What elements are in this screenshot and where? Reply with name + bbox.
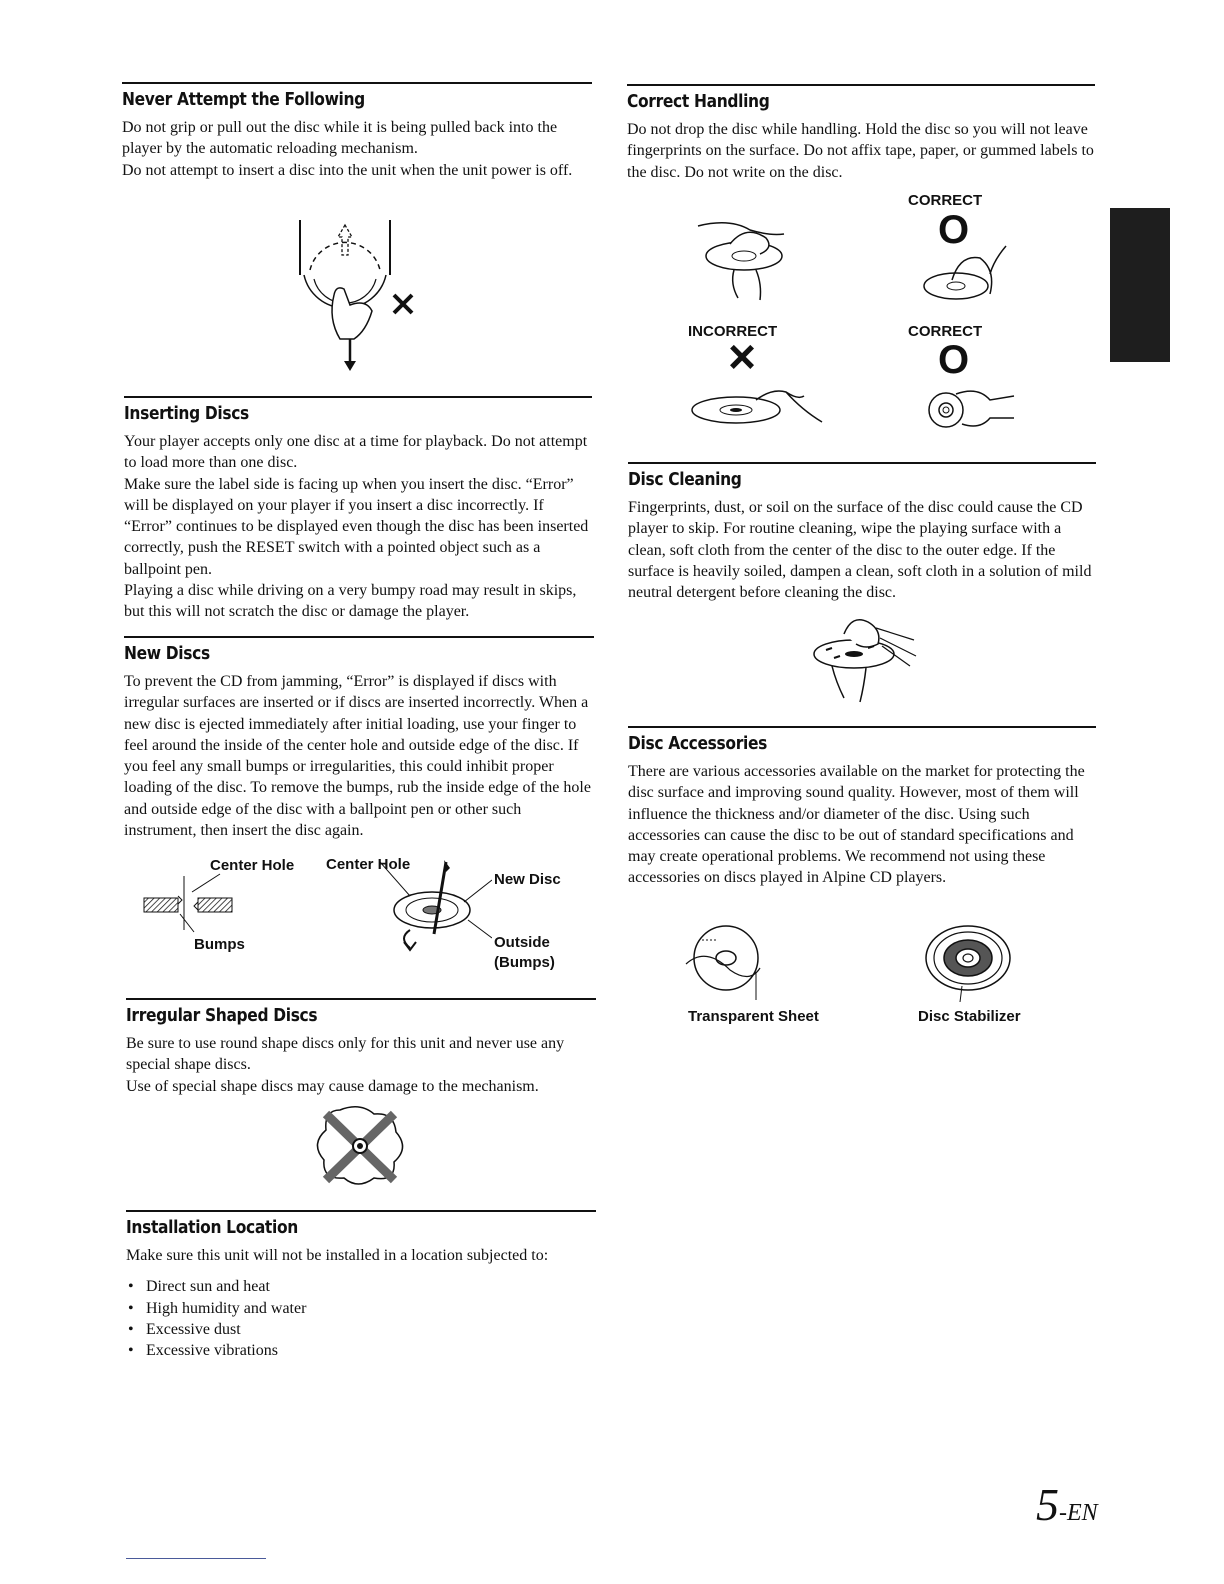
correct-mark: O: [938, 338, 970, 382]
irregular-disc-crossed-illustration: [312, 1104, 408, 1188]
label-disc-stabilizer: Disc Stabilizer: [918, 1008, 1021, 1025]
list-item: • High humidity and water: [126, 1298, 596, 1319]
label-correct: CORRECT: [908, 192, 983, 209]
label-new-disc: New Disc: [494, 871, 561, 888]
disc-stabilizer-illustration: [922, 924, 1018, 1004]
section-disc-cleaning: [628, 462, 1096, 603]
hand-holding-disc-illustration: [690, 214, 800, 308]
section-inserting-discs: [124, 396, 592, 623]
label-transparent-sheet: Transparent Sheet: [688, 1008, 819, 1025]
section-text: Your player accepts only one disc at a time for playback. Do not attempt to load more than one disc.: [124, 433, 588, 472]
section-installation-location: [126, 1210, 596, 1361]
section-text: Do not grip or pull out the disc while it is being pulled back into the player by the automatic reloading mechanism.: [122, 119, 558, 158]
hand-correct-edge-illustration: [910, 240, 1014, 306]
page-number: [1036, 1478, 1098, 1531]
section-text: Do not drop the disc while handling. Hold the disc so you will not leave fingerprints on the surface. Do not affix tape, paper, or gummed labels to the disc. Do not write on the disc.: [627, 121, 1094, 181]
section-rule: [627, 84, 1095, 86]
eject-warning-illustration: [290, 215, 430, 375]
section-text: Fingerprints, dust, or soil on the surface of the disc could cause the CD player to skip. For routine cleaning, wipe the playing surface with a clean, soft cloth from the center of the disc to the outer edge. If the surface is heavily soiled, dampen a clean, soft cloth in a solution of mild neutral detergent before cleaning the disc.: [628, 499, 1092, 602]
label-outside: Outside: [494, 934, 550, 951]
new-disc-pen-illustration: [380, 858, 492, 958]
section-title: New Discs: [124, 643, 210, 664]
hand-correct-edge-side-illustration: [926, 378, 1018, 440]
incorrect-mark: ×: [728, 331, 757, 384]
list-item: • Direct sun and heat: [126, 1276, 596, 1297]
cleaning-disc-illustration: [806, 610, 922, 706]
correct-mark: O: [938, 208, 970, 252]
section-disc-accessories: [628, 726, 1096, 889]
section-text: Be sure to use round shape discs only for this unit and never use any special shape discs.: [126, 1035, 565, 1074]
section-rule: [126, 1210, 596, 1212]
section-text: Make sure this unit will not be installed in a location subjected to:: [126, 1247, 549, 1264]
section-title: Irregular Shaped Discs: [126, 1005, 318, 1026]
label-bumps: Bumps: [194, 936, 245, 953]
section-irregular-shaped: [126, 998, 596, 1097]
transparent-sheet-illustration: [680, 924, 776, 1004]
section-title: Installation Location: [126, 1217, 298, 1238]
installation-list: [126, 1276, 596, 1361]
section-text: Make sure the label side is facing up when you insert the disc. “Error” will be displayed on your player if you insert a disc incorrectly. If “Error” continues to be displayed even though the disc has been inserted correctly, push the RESET switch with a pointed object such as a ballpoint pen.: [124, 475, 589, 578]
list-item: • Excessive vibrations: [126, 1340, 596, 1361]
section-rule: [628, 462, 1096, 464]
section-new-discs: [124, 636, 594, 841]
section-correct-handling: [627, 84, 1095, 183]
bumps-cross-section-illustration: [140, 872, 240, 936]
section-side-tab: [1110, 208, 1170, 362]
page-number-value: 5: [1036, 1479, 1059, 1530]
section-rule: [124, 396, 592, 398]
section-text: There are various accessories available on the market for protecting the disc surface and improving sound quality. However, most of them will influence the thickness and/or diameter of the disc. Using such accessories can cause the disc to be out of standard specifications and may create operational problems. We recommend not using these accessories on discs played in Alpine CD players.: [628, 763, 1085, 887]
section-title: Inserting Discs: [124, 403, 249, 424]
label-center-hole: Center Hole: [326, 856, 411, 873]
section-title: Correct Handling: [627, 91, 770, 112]
section-rule: [124, 636, 594, 638]
label-outside-bumps: (Bumps): [494, 954, 555, 971]
section-title: Disc Cleaning: [628, 469, 742, 490]
section-text: Do not attempt to insert a disc into the unit when the unit power is off.: [122, 161, 573, 179]
footer-divider: [126, 1558, 266, 1559]
section-text: Playing a disc while driving on a very bumpy road may result in skips, but this will not scratch the disc or damage the player.: [124, 582, 577, 621]
hand-incorrect-surface-illustration: [686, 378, 826, 428]
section-title: Never Attempt the Following: [122, 89, 365, 110]
section-never-attempt: [122, 82, 592, 181]
section-rule: [126, 998, 596, 1000]
section-rule: [628, 726, 1096, 728]
label-center-hole: Center Hole: [210, 857, 295, 874]
label-correct: CORRECT: [908, 323, 983, 340]
section-title: Disc Accessories: [628, 733, 767, 754]
page-number-suffix: -EN: [1059, 1500, 1098, 1526]
section-text: Use of special shape discs may cause damage to the mechanism.: [126, 1077, 539, 1095]
list-item: • Excessive dust: [126, 1319, 596, 1340]
section-rule: [122, 82, 592, 84]
section-text: To prevent the CD from jamming, “Error” is displayed if discs with irregular surfaces are inserted or if discs are inserted incorrectly. When a new disc is ejected immediately after initial loading, use your finger to feel around the inside of the center hole and outside edge of the disc. If you feel any small bumps or irregularities, this could inhibit proper loading of the disc. To remove the bumps, rub the inside edge of the hole and outside edge of the disc with a ballpoint pen or other such instrument, then insert the disc again.: [124, 673, 591, 840]
label-incorrect: INCORRECT: [688, 323, 778, 340]
